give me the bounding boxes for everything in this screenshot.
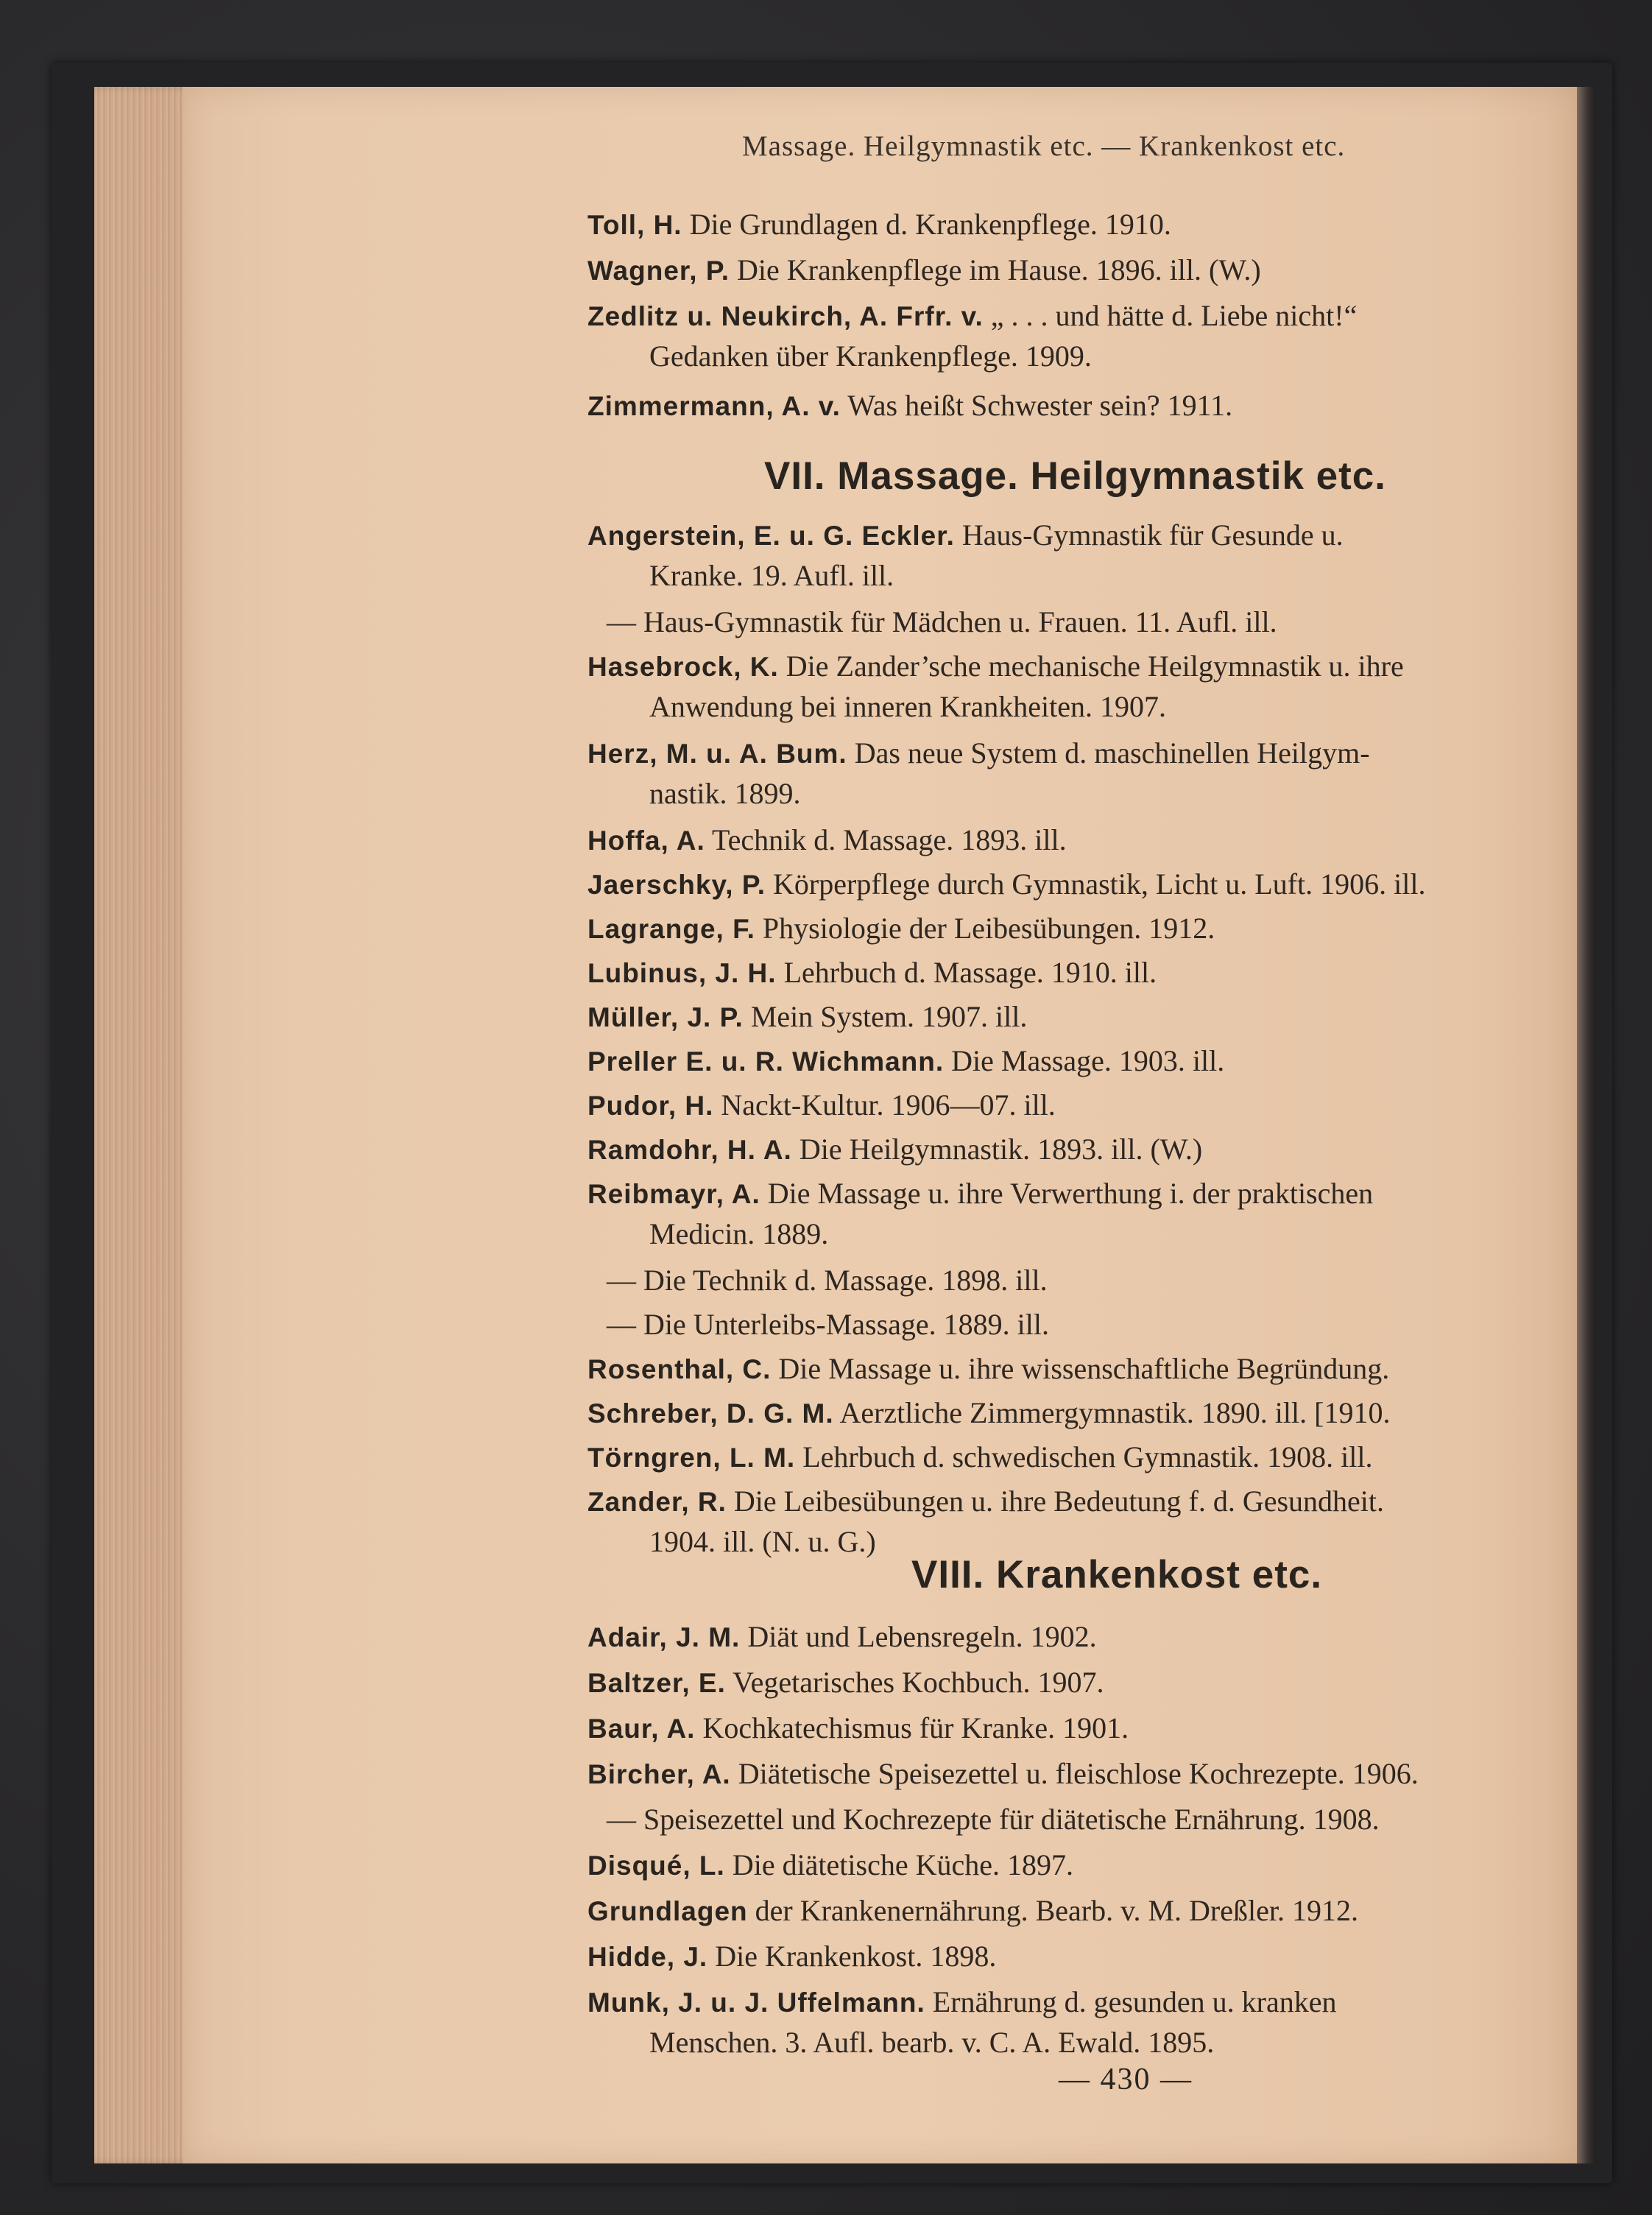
entry-author: Lubinus, J. H. — [587, 958, 777, 988]
entry-ditto-line: — Haus-Gymnastik für Mädchen u. Frauen. 11. Aufl. ill. — [607, 605, 1277, 638]
entry-author: Schreber, D. G. M. — [587, 1398, 834, 1429]
bibliography-entry — [587, 1891, 1652, 1931]
bibliography-entry — [587, 602, 1652, 642]
entry-author: Baur, A. — [587, 1714, 696, 1744]
entry-author: Lagrange, F. — [587, 914, 755, 944]
bibliography-entry — [587, 1982, 1652, 2063]
entry-author: Wagner, P. — [587, 256, 730, 286]
entry-title: Die Massage u. ihre wissenschaftliche Begründung. — [778, 1352, 1390, 1385]
entry-continuation: Menschen. 3. Aufl. bearb. v. C. A. Ewald. 1895. — [649, 2026, 1215, 2059]
entry-author: Bircher, A. — [587, 1759, 731, 1789]
entry-title: Ernährung d. gesunden u. kranken — [932, 1985, 1337, 2018]
bibliography-entry — [587, 515, 1652, 596]
entry-author: Munk, J. u. J. Uffelmann. — [587, 1987, 925, 2018]
entry-title: Die Massage. 1903. ill. — [951, 1044, 1225, 1077]
entry-title: Diätetische Speisezettel u. fleischlose Kochrezepte. 1906. — [738, 1757, 1419, 1790]
entry-author: Pudor, H. — [587, 1091, 714, 1121]
entry-author: Jaerschky, P. — [587, 870, 766, 900]
spine-shadow — [1577, 87, 1595, 2163]
entry-title: Was heißt Schwester sein? 1911. — [847, 389, 1233, 422]
entry-ditto-line: — Die Unterleibs-Massage. 1889. ill. — [607, 1308, 1049, 1341]
entry-title: Mein System. 1907. ill. — [750, 1000, 1028, 1033]
bibliography-entry — [587, 1800, 1652, 1839]
entry-continuation: Anwendung bei inneren Krankheiten. 1907. — [649, 690, 1167, 723]
bibliography-entry — [587, 820, 1652, 861]
entry-author: Herz, M. u. A. Bum. — [587, 739, 847, 769]
entry-author: Zedlitz u. Neukirch, A. Frfr. v. — [587, 301, 984, 331]
entry-author: Angerstein, E. u. G. Eckler. — [587, 521, 955, 551]
entry-title: Die Krankenpflege im Hause. 1896. ill. (W.) — [737, 253, 1261, 286]
bibliography-entry — [587, 296, 1652, 376]
bibliography-entry — [587, 864, 1652, 905]
entry-title: Lehrbuch d. schwedischen Gymnastik. 1908. ill. — [802, 1440, 1373, 1473]
entry-continuation: nastik. 1899. — [649, 777, 801, 810]
entry-author: Grundlagen — [587, 1896, 748, 1926]
entry-title: der Krankenernährung. Bearb. v. M. Dreßler. 1912. — [755, 1894, 1358, 1927]
bibliography-entry — [587, 205, 1652, 245]
entry-continuation: Medicin. 1889. — [649, 1217, 829, 1250]
entry-author: Hidde, J. — [587, 1942, 708, 1972]
entry-title: Die Leibesübungen u. ihre Bedeutung f. d. Gesundheit. — [733, 1485, 1385, 1518]
entry-title: Die Grundlagen d. Krankenpflege. 1910. — [689, 208, 1171, 241]
bibliography-entry — [587, 1261, 1652, 1300]
entry-title: Die diätetische Küche. 1897. — [732, 1848, 1073, 1881]
entry-ditto-line: — Speisezettel und Kochrezepte für diätetische Ernährung. 1908. — [607, 1803, 1380, 1836]
bibliography-entry — [587, 1305, 1652, 1345]
entry-author: Zander, R. — [587, 1487, 727, 1517]
entry-continuation: 1904. ill. (N. u. G.) — [649, 1525, 876, 1558]
entry-author: Rosenthal, C. — [587, 1354, 772, 1384]
entry-author: Ramdohr, H. A. — [587, 1135, 792, 1165]
bibliography-entry — [587, 1708, 1652, 1749]
bibliography-entry — [587, 953, 1652, 993]
bibliography-entry — [587, 1041, 1652, 1082]
entry-title: Die Massage u. ihre Verwerthung i. der praktischen — [767, 1177, 1374, 1210]
entry-author: Reibmayr, A. — [587, 1179, 760, 1209]
entry-author: Baltzer, E. — [587, 1668, 726, 1698]
bibliography-entry — [587, 647, 1652, 727]
entry-author: Toll, H. — [587, 210, 682, 240]
bibliography-entry — [587, 1754, 1652, 1795]
entry-title: Aerztliche Zimmergymnastik. 1890. ill. [1910. — [839, 1396, 1391, 1429]
bibliography-entry — [587, 1937, 1652, 1977]
bibliography-entry — [587, 909, 1652, 949]
entry-title: Physiologie der Leibesübungen. 1912. — [762, 912, 1215, 945]
bibliography-entry — [587, 1663, 1652, 1703]
entry-title: Die Heilgymnastik. 1893. ill. (W.) — [799, 1133, 1203, 1166]
entry-title: Körperpflege durch Gymnastik, Licht u. Luft. 1906. ill. — [773, 867, 1426, 901]
entry-title: „ . . . und hätte d. Liebe nicht!“ — [990, 299, 1358, 332]
bibliography-entry — [587, 1085, 1652, 1126]
bibliography-entry — [587, 1845, 1652, 1886]
entry-author: Preller E. u. R. Wichmann. — [587, 1046, 945, 1077]
page-number: — 430 — — [1059, 2063, 1193, 2096]
running-head: Massage. Heilgymnastik etc. — Krankenkost etc. — [742, 130, 1346, 162]
bibliography-entry — [587, 1617, 1652, 1658]
bibliography-entry — [587, 1130, 1652, 1170]
bibliography-entry — [587, 1437, 1652, 1478]
section-heading-krankenkost: VIII. Krankenkost etc. — [911, 1553, 1323, 1596]
entry-author: Zimmermann, A. v. — [587, 391, 841, 421]
bibliography-entry — [587, 250, 1652, 291]
entry-title: Vegetarisches Kochbuch. 1907. — [733, 1666, 1104, 1699]
entry-ditto-line: — Die Technik d. Massage. 1898. ill. — [607, 1264, 1048, 1297]
bibliography-entry — [587, 1482, 1652, 1562]
bibliography-entry — [587, 1349, 1652, 1390]
entry-title: Die Krankenkost. 1898. — [715, 1940, 997, 1973]
entry-title: Das neue System d. maschinellen Heilgym- — [854, 736, 1370, 770]
bibliography-entry — [587, 386, 1652, 426]
bibliography-entry — [587, 1393, 1652, 1434]
entry-author: Adair, J. M. — [587, 1622, 741, 1652]
entry-author: Hoffa, A. — [587, 825, 705, 856]
entry-title: Die Zander’sche mechanische Heilgymnastik u. ihre — [786, 649, 1404, 683]
entry-continuation: Gedanken über Krankenpflege. 1909. — [649, 339, 1092, 373]
entry-title: Diät und Lebensregeln. 1902. — [747, 1620, 1097, 1653]
entry-author: Hasebrock, K. — [587, 652, 779, 682]
entry-title: Kochkatechismus für Kranke. 1901. — [702, 1711, 1129, 1744]
entry-title: Nackt-Kultur. 1906—07. ill. — [721, 1088, 1056, 1121]
entry-title: Lehrbuch d. Massage. 1910. ill. — [783, 956, 1157, 989]
bibliography-entry — [587, 997, 1652, 1038]
entry-author: Törngren, L. M. — [587, 1443, 796, 1473]
entry-author: Müller, J. P. — [587, 1002, 744, 1032]
entry-continuation: Kranke. 19. Aufl. ill. — [649, 559, 894, 592]
bibliography-entry — [587, 733, 1652, 814]
entry-title: Technik d. Massage. 1893. ill. — [712, 823, 1067, 856]
entry-title: Haus-Gymnastik für Gesunde u. — [961, 518, 1344, 552]
bibliography-entry — [587, 1174, 1652, 1254]
entry-author: Disqué, L. — [587, 1850, 725, 1881]
book-page — [183, 87, 1577, 2163]
page-content — [418, 87, 1652, 2163]
section-heading-massage: VII. Massage. Heilgymnastik etc. — [764, 454, 1387, 498]
